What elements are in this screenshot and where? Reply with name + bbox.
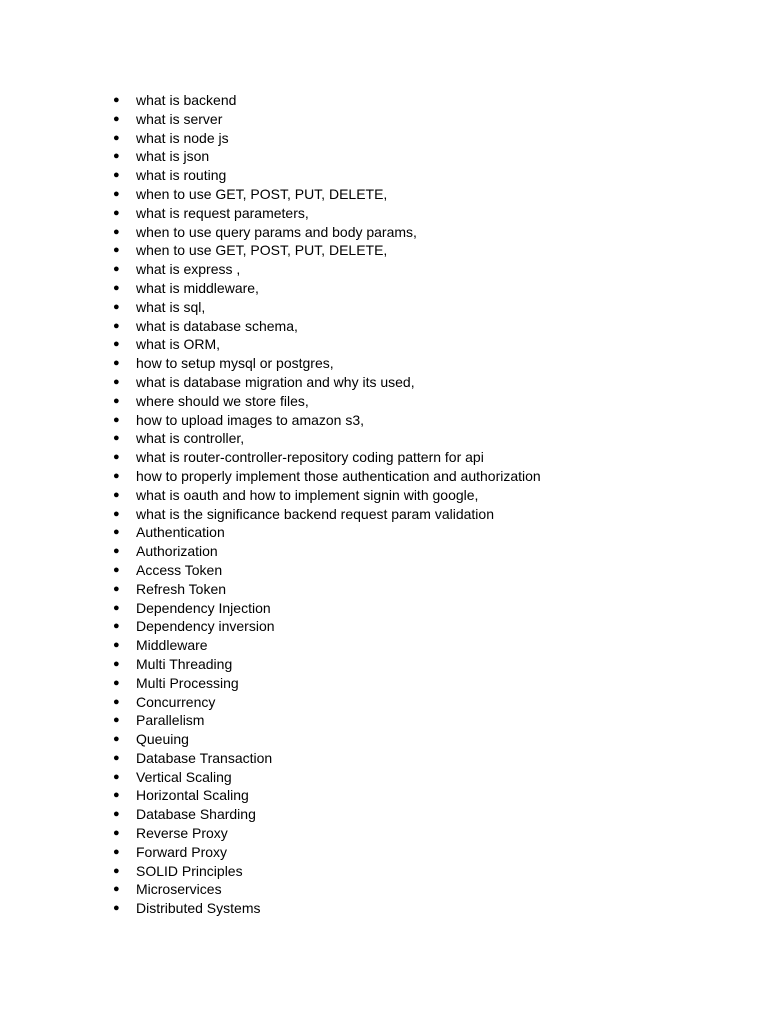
bullet-icon: ● [113, 789, 120, 802]
list-item-text: what is express , [136, 261, 241, 278]
list-item [110, 899, 541, 918]
list-item [110, 298, 541, 317]
bullet-icon: ● [113, 169, 120, 182]
list-item [110, 523, 541, 542]
list-item [110, 411, 541, 430]
list-item [110, 711, 541, 730]
list-item [110, 805, 541, 824]
list-item-text: Distributed Systems [136, 900, 261, 917]
list-item-text: Dependency inversion [136, 618, 275, 635]
list-item-text: SOLID Principles [136, 862, 243, 879]
bullet-icon: ● [113, 845, 120, 858]
bullet-icon: ● [113, 263, 120, 276]
bullet-icon: ● [113, 187, 120, 200]
list-item [110, 147, 541, 166]
list-item [110, 693, 541, 712]
list-item [110, 335, 541, 354]
list-item-text: Vertical Scaling [136, 768, 232, 785]
bullet-icon: ● [113, 751, 120, 764]
list-item-text: what is ORM, [136, 336, 221, 353]
list-item [110, 260, 541, 279]
list-item-text: when to use query params and body params, [136, 223, 417, 240]
bullet-icon: ● [113, 413, 120, 426]
list-item [110, 317, 541, 336]
list-item [110, 880, 541, 899]
list-item-text: what is backend [136, 92, 237, 108]
bullet-icon: ● [113, 827, 120, 840]
list-item-text: how to upload images to amazon s3, [136, 411, 365, 428]
list-item-text: Forward Proxy [136, 843, 228, 860]
list-item [110, 448, 541, 467]
list-item-text: what is oauth and how to implement signin with google, [136, 486, 479, 503]
list-item-text: Microservices [136, 881, 222, 898]
list-item-text: what is controller, [136, 430, 245, 447]
bullet-icon: ● [113, 676, 120, 689]
list-item-text: Access Token [136, 561, 223, 578]
list-item-text: Reverse Proxy [136, 825, 228, 842]
list-item [110, 786, 541, 805]
topic-list [110, 91, 541, 918]
list-item-text: how to setup mysql or postgres, [136, 355, 334, 372]
list-item [110, 617, 541, 636]
bullet-icon: ● [113, 695, 120, 708]
list-item [110, 843, 541, 862]
list-item-text: what is middleware, [136, 279, 259, 296]
bullet-icon: ● [113, 131, 120, 144]
list-item [110, 862, 541, 881]
list-item [110, 279, 541, 298]
list-item-text: what is router-controller-repository coding pattern for api [136, 449, 484, 466]
list-item [110, 354, 541, 373]
list-item-text: what is server [136, 110, 223, 127]
list-item [110, 467, 541, 486]
bullet-icon: ● [113, 244, 120, 257]
list-item [110, 674, 541, 693]
list-item-text: what is the significance backend request param validation [136, 505, 494, 522]
list-item [110, 241, 541, 260]
list-item [110, 129, 541, 148]
bullet-icon: ● [113, 808, 120, 821]
list-item [110, 223, 541, 242]
list-item-text: Dependency Injection [136, 599, 271, 616]
list-item [110, 505, 541, 524]
bullet-icon: ● [113, 225, 120, 238]
list-item [110, 185, 541, 204]
list-item [110, 824, 541, 843]
list-item-text: where should we store files, [136, 392, 309, 409]
list-item-text: Authorization [136, 543, 218, 560]
list-item [110, 110, 541, 129]
list-item-text: what is routing [136, 167, 227, 184]
bullet-icon: ● [113, 469, 120, 482]
list-item-text: Multi Processing [136, 674, 239, 691]
list-item-text: how to properly implement those authentication and authorization [136, 467, 541, 484]
list-item-text: Horizontal Scaling [136, 787, 249, 804]
list-item-text: what is database schema, [136, 317, 298, 334]
bullet-icon: ● [113, 300, 120, 313]
list-item [110, 542, 541, 561]
bullet-icon: ● [113, 714, 120, 727]
list-item [110, 749, 541, 768]
list-item [110, 486, 541, 505]
list-item [110, 655, 541, 674]
list-item [110, 636, 541, 655]
list-item [110, 580, 541, 599]
bullet-icon: ● [113, 902, 120, 915]
list-item [110, 392, 541, 411]
list-item [110, 91, 541, 110]
bullet-icon: ● [113, 545, 120, 558]
bullet-icon: ● [113, 733, 120, 746]
list-item [110, 429, 541, 448]
bullet-icon: ● [113, 338, 120, 351]
list-item-text: what is request parameters, [136, 204, 309, 221]
bullet-icon: ● [113, 150, 120, 163]
bullet-icon: ● [113, 451, 120, 464]
list-item-text: Middleware [136, 637, 208, 654]
bullet-icon: ● [113, 770, 120, 783]
list-item-text: Multi Threading [136, 655, 233, 672]
bullet-icon: ● [113, 375, 120, 388]
list-item [110, 599, 541, 618]
list-item-text: when to use GET, POST, PUT, DELETE, [136, 185, 388, 202]
list-item [110, 373, 541, 392]
bullet-icon: ● [113, 94, 120, 106]
bullet-icon: ● [113, 883, 120, 896]
bullet-icon: ● [113, 488, 120, 501]
bullet-icon: ● [113, 639, 120, 652]
list-item-text: Authentication [136, 524, 225, 541]
bullet-icon: ● [113, 432, 120, 445]
bullet-icon: ● [113, 526, 120, 539]
list-item-text: Queuing [136, 731, 189, 748]
list-item-text: what is database migration and why its used, [136, 373, 415, 390]
list-item [110, 730, 541, 749]
bullet-icon: ● [113, 864, 120, 877]
bullet-icon: ● [113, 563, 120, 576]
bullet-icon: ● [113, 601, 120, 614]
list-item-text: Database Transaction [136, 749, 273, 766]
list-item-text: Database Sharding [136, 806, 256, 823]
bullet-icon: ● [113, 620, 120, 633]
list-item-text: what is json [136, 148, 210, 165]
list-item-text: when to use GET, POST, PUT, DELETE, [136, 242, 388, 259]
bullet-icon: ● [113, 582, 120, 595]
list-item-text: Parallelism [136, 712, 205, 729]
list-item-text: Refresh Token [136, 580, 227, 597]
list-item [110, 768, 541, 787]
list-item-text: what is sql, [136, 298, 206, 315]
list-item [110, 561, 541, 580]
list-item [110, 204, 541, 223]
bullet-icon: ● [113, 357, 120, 370]
bullet-icon: ● [113, 112, 120, 125]
list-item [110, 166, 541, 185]
bullet-icon: ● [113, 281, 120, 294]
bullet-icon: ● [113, 206, 120, 219]
list-item-text: Concurrency [136, 693, 216, 710]
bullet-icon: ● [113, 394, 120, 407]
list-item-text: what is node js [136, 129, 229, 146]
bullet-icon: ● [113, 319, 120, 332]
bullet-icon: ● [113, 507, 120, 520]
bullet-icon: ● [113, 657, 120, 670]
